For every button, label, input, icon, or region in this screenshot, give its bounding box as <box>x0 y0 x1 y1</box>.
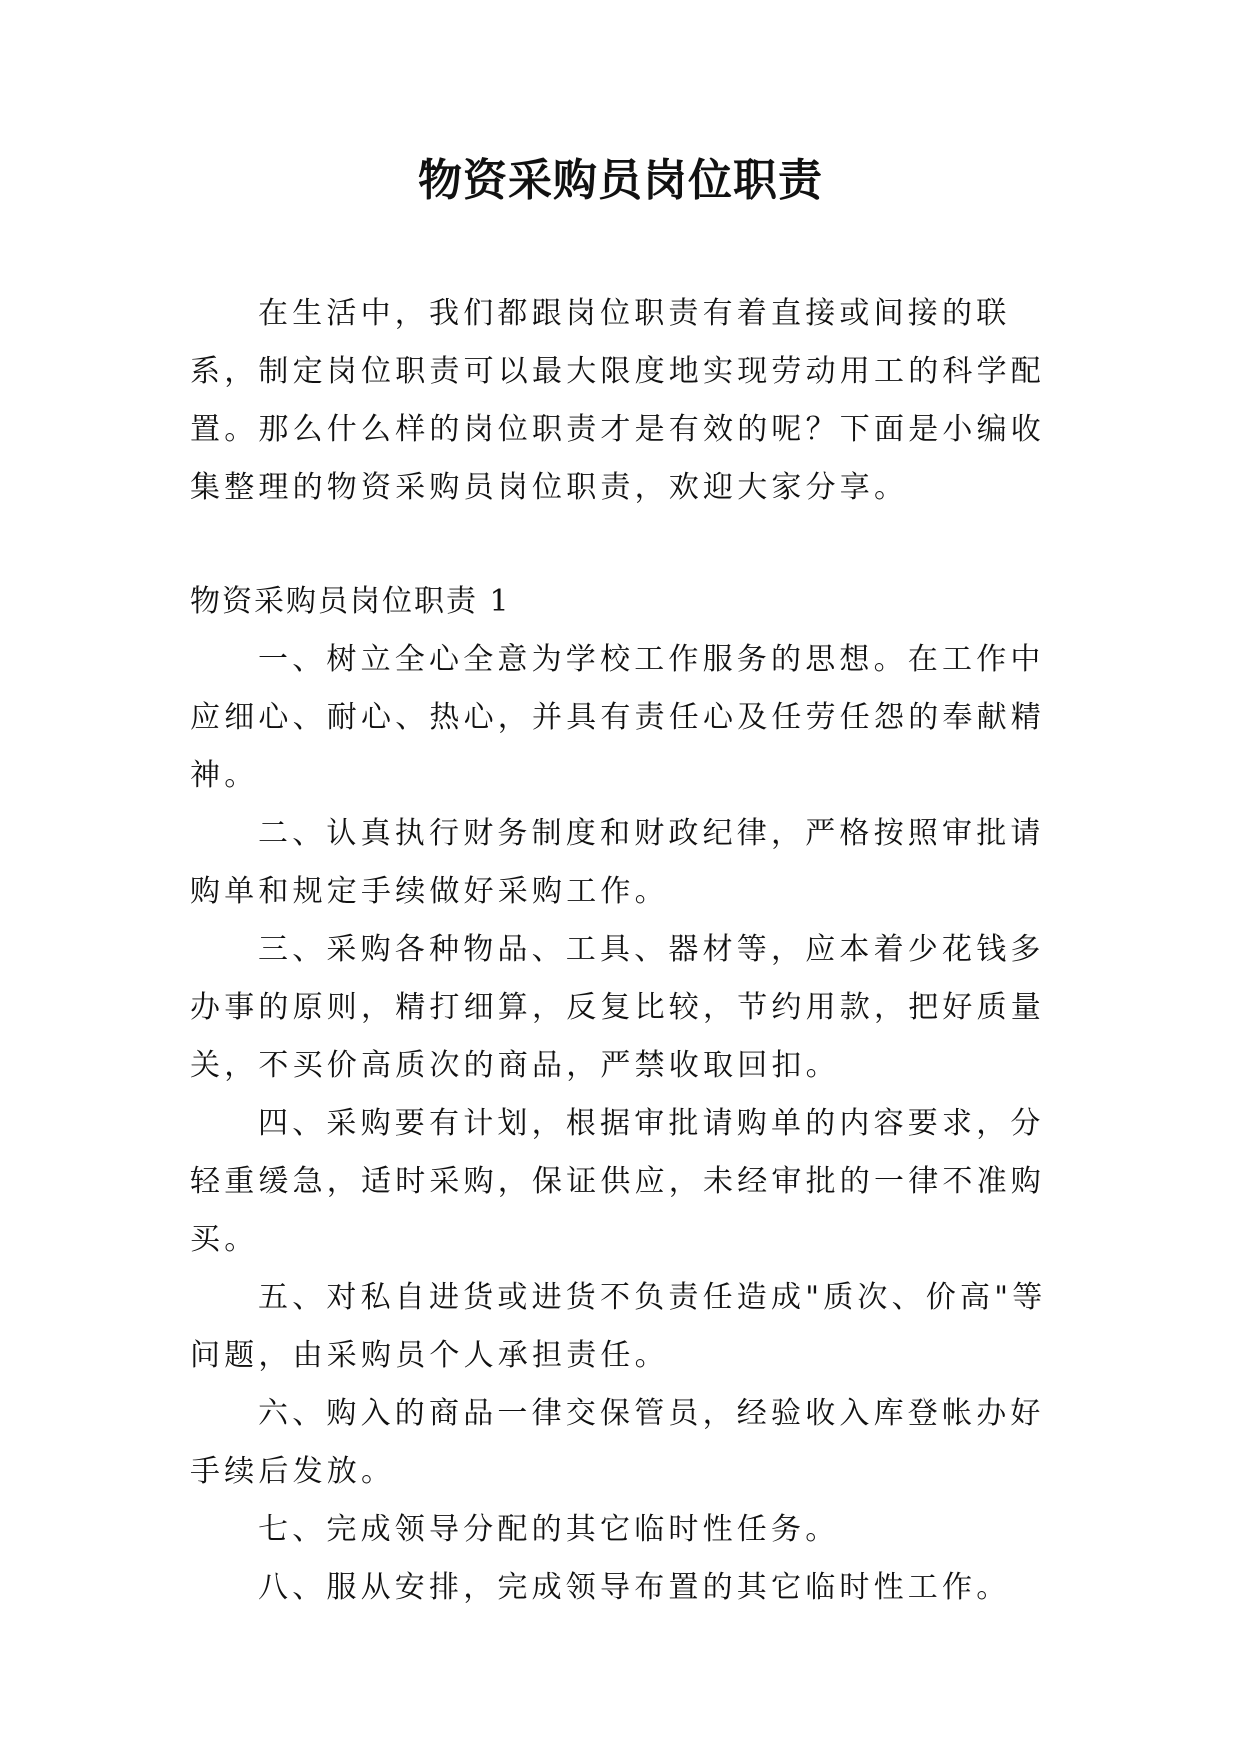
duty-item-8: 八、服从安排，完成领导布置的其它临时性工作。 <box>258 1570 1011 1605</box>
section-heading: 物资采购员岗位职责 1 <box>190 584 511 619</box>
duty-item-4: 四、采购要有计划，根据审批请购单的内容要求，分轻重缓急，适时采购，保证供应，未经审批的一律不准购买。 <box>190 1106 1045 1257</box>
duty-item-2: 二、认真执行财务制度和财政纪律，严格按照审批请购单和规定手续做好采购工作。 <box>190 816 1045 909</box>
duty-item-3: 三、采购各种物品、工具、器材等，应本着少花钱多办事的原则，精打细算，反复比较，节约用款，把好质量关，不买价高质次的商品，严禁收取回扣。 <box>190 932 1045 1083</box>
intro-paragraph: 在生活中，我们都跟岗位职责有着直接或间接的联系，制定岗位职责可以最大限度地实现劳动用工的科学配置。那么什么样的岗位职责才是有效的呢？下面是小编收集整理的物资采购员岗位职责，欢迎大家分享。 <box>190 296 1045 505</box>
duty-item-5: 五、对私自进货或进货不负责任造成"质次、价高"等问题，由采购员个人承担责任。 <box>190 1280 1047 1373</box>
duty-item-1: 一、树立全心全意为学校工作服务的思想。在工作中应细心、耐心、热心，并具有责任心及任劳任怨的奉献精神。 <box>190 642 1045 793</box>
duty-item-7: 七、完成领导分配的其它临时性任务。 <box>258 1512 840 1547</box>
duty-item-6: 六、购入的商品一律交保管员，经验收入库登帐办好手续后发放。 <box>190 1396 1045 1489</box>
document-title: 物资采购员岗位职责 <box>418 155 823 206</box>
document-body <box>190 285 1070 1617</box>
